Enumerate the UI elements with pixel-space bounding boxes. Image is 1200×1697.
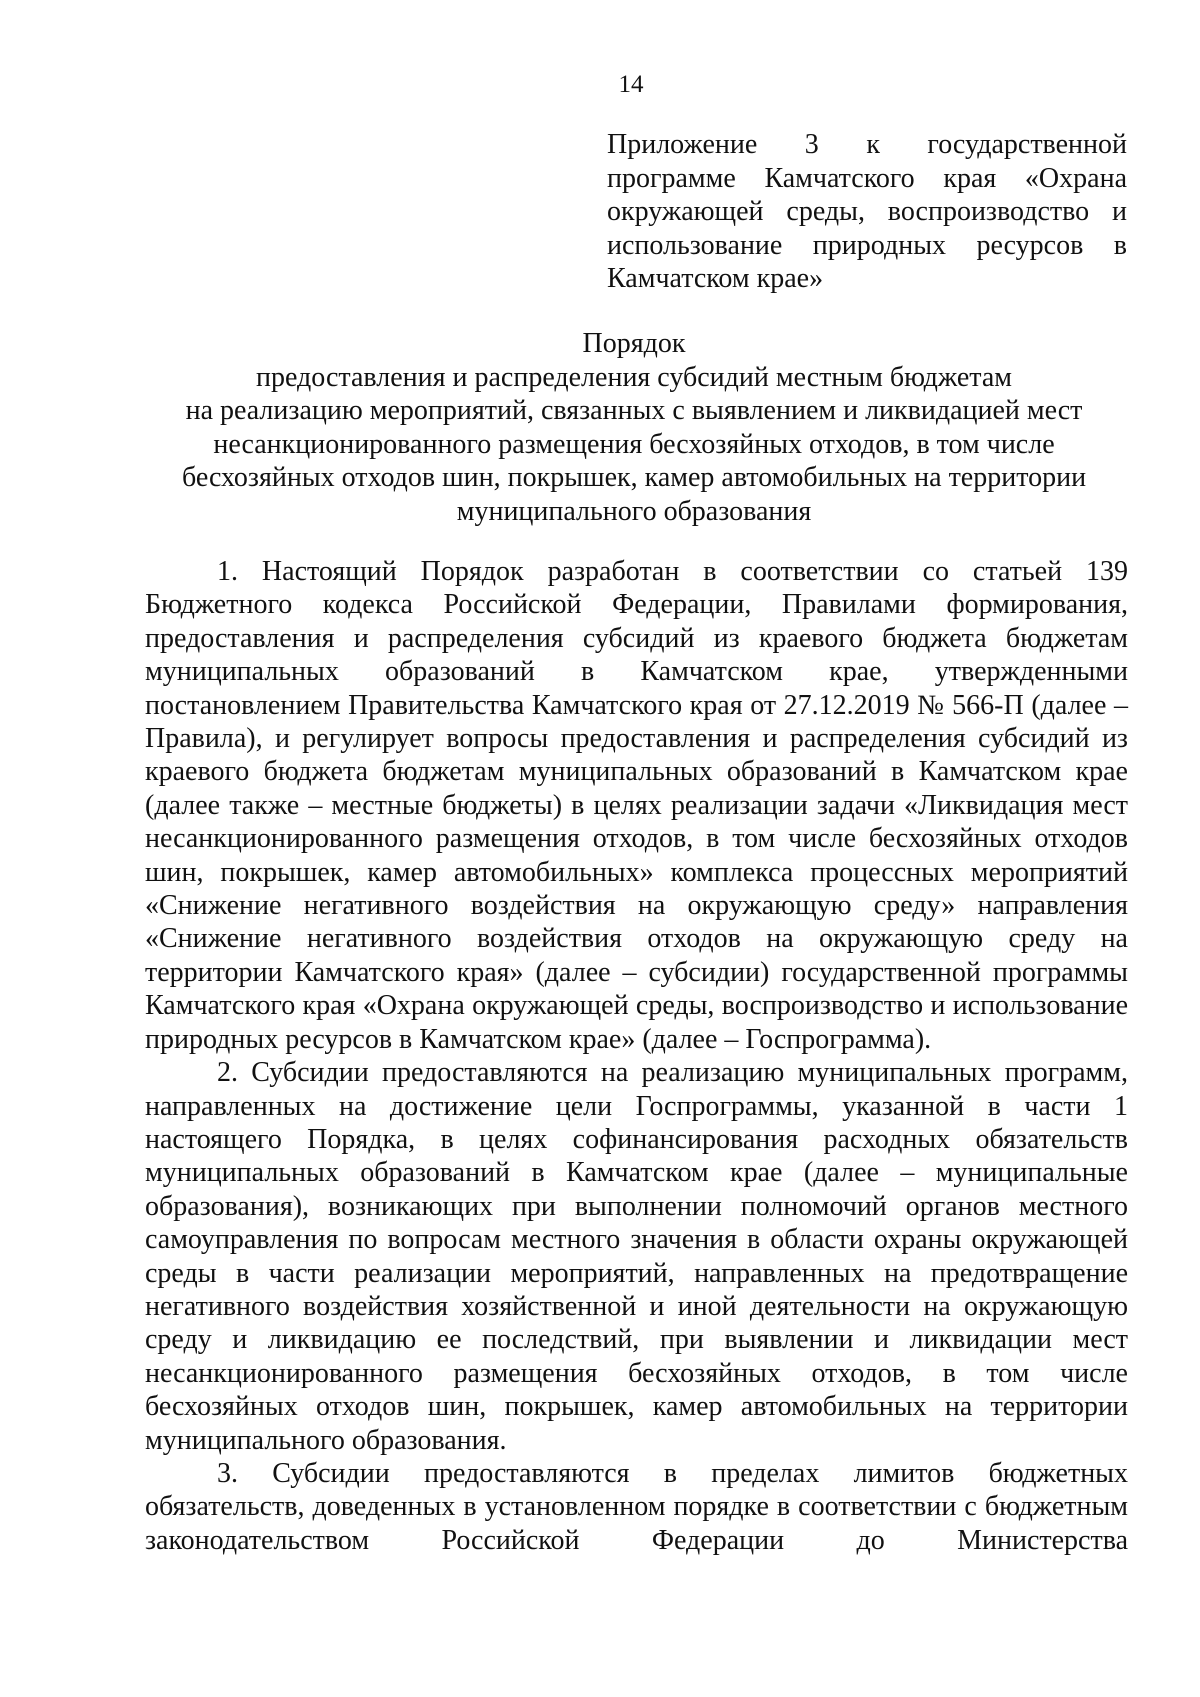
paragraph-3: 3. Субсидии предоставляются в пределах лимитов бюджетных обязательств, доведенных в установленном порядке в соответствии с бюджетным законодательством Российской Федерации до Министерства [145, 1457, 1128, 1556]
appendix-note: Приложение 3 к государственной программе Камчатского края «Охрана окружающей среды, воспроизводство и использование природных ресурсов в Камчатском крае» [607, 129, 1127, 294]
paragraph-2: 2. Субсидии предоставляются на реализацию муниципальных программ, направленных на достижение цели Госпрограммы, указанной в части 1 настоящего Порядка, в целях софинансирования расходных обязательств муниципальных образований в Камчатском крае (далее – муниципальные образования), возникающих при выполнении полномочий органов местного самоуправления по вопросам местного значения в области охраны окружающей среды в части реализации мероприятий, направленных на предотвращение негативного воздействия хозяйственной и иной деятельности на окружающую среду и ликвидацию ее последствий, при выявлении и ликвидации мест несанкционированного размещения бесхозяйных отходов, в том числе бесхозяйных отходов шин, покрышек, камер автомобильных на территории муниципального образования. [145, 1057, 1128, 1456]
document-body [145, 555, 1128, 1557]
title-heading: Порядок [582, 328, 686, 359]
title-line: несанкционированного размещения бесхозяйных отходов, в том числе [213, 428, 1055, 460]
title-line: на реализацию мероприятий, связанных с выявлением и ликвидацией мест [185, 395, 1083, 426]
title-line: муниципального образования [456, 495, 812, 527]
document-title [140, 327, 1128, 528]
title-line: бесхозяйных отходов шин, покрышек, камер автомобильных на территории [181, 462, 1087, 493]
paragraph-1: 1. Настоящий Порядок разработан в соответствии со статьей 139 Бюджетного кодекса Российской Федерации, Правилами формирования, предоставления и распределения субсидий из краевого бюджета бюджетам муниципальных образований в Камчатском крае, утвержденными постановлением Правительства Камчатского края от 27.12.2019 № 566-П (далее – Правила), и регулирует вопросы предоставления и распределения субсидий из краевого бюджета бюджетам муниципальных образований в Камчатском крае (далее также – местные бюджеты) в целях реализации задачи «Ликвидация мест несанкционированного размещения отходов, в том числе бесхозяйных отходов шин, покрышек, камер автомобильных» комплекса процессных мероприятий «Снижение негативного воздействия на окружающую среду» направления «Снижение негативного воздействия отходов на окружающую среду на территории Камчатского края» (далее – субсидии) государственной программы Камчатского края «Охрана окружающей среды, воспроизводство и использование природных ресурсов в Камчатском крае» (далее – Госпрограмма). [145, 556, 1128, 1055]
page-number: 14 [618, 71, 644, 98]
title-line: предоставления и распределения субсидий местным бюджетам [255, 361, 1013, 393]
